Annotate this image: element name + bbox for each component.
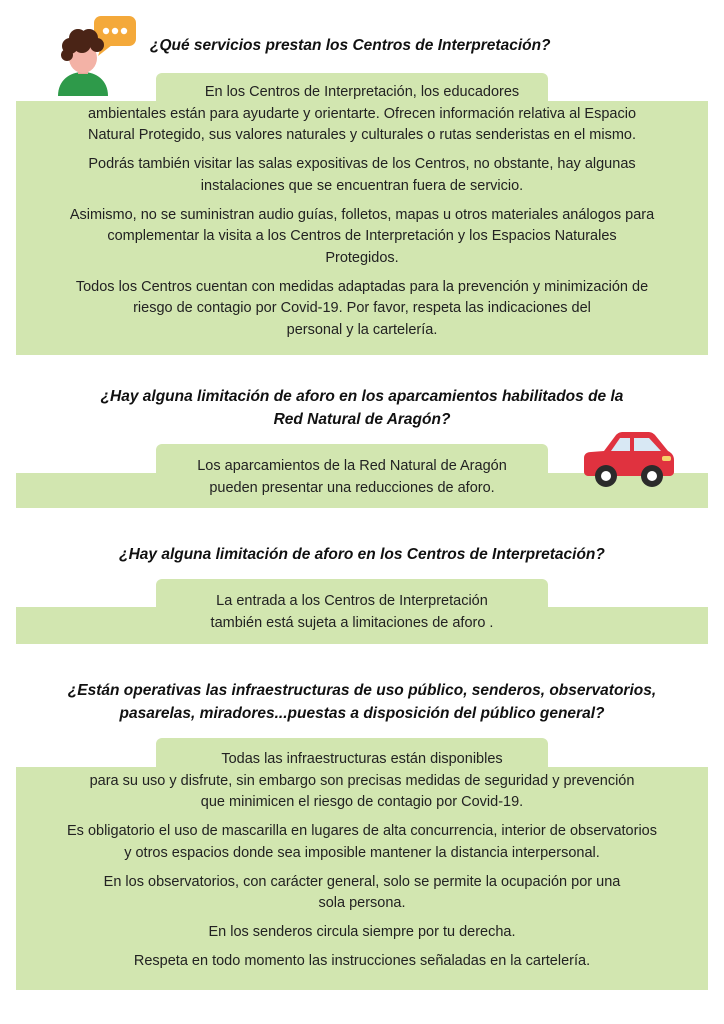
answer-text-3 [156, 591, 548, 634]
answer-1-p1-l1: En los Centros de Interpretación, los educadores [204, 84, 520, 100]
answer-4-p2-l2: y otros espacios donde sea imposible mantener la distancia interpersonal. [124, 844, 600, 861]
answer-3-l2: también está sujeta a limitaciones de aforo . [210, 614, 494, 631]
answer-4-p3-l1: En los observatorios, con carácter general, solo se permite la ocupación por una [103, 873, 621, 890]
answer-1-p3-l1: Asimismo, no se suministran audio guías, folletos, mapas u otros materiales análogos para [69, 206, 655, 223]
answer-1-p4-l1: Todos los Centros cuentan con medidas adaptadas para la prevención y minimización de [75, 278, 649, 295]
answer-4-p5-l1: Respeta en todo momento las instrucciones señaladas en la cartelería. [133, 953, 591, 969]
question-4-l2: pasarelas, miradores...puestas a disposición del público general? [119, 705, 605, 722]
answer-1-p3-l3: Protegidos. [325, 249, 399, 266]
answer-1-p4-l3: personal y la cartelería. [286, 321, 438, 338]
answer-text-4 [16, 749, 708, 973]
answer-1-p2-l1: Podrás también visitar las salas expositivas de los Centros, no obstante, hay algunas [88, 156, 636, 172]
question-3: ¿Hay alguna limitación de aforo en los Centros de Interpretación? [119, 546, 605, 563]
answer-4-p1-l3: que minimicen el riesgo de contagio por Covid-19. [200, 794, 524, 810]
answer-4-p1-l1: Todas las infraestructuras están disponibles [221, 751, 503, 767]
question-2-l1: ¿Hay alguna limitación de aforo en los aparcamientos habilitados de la [100, 388, 624, 405]
answer-4-p2-l1: Es obligatorio el uso de mascarilla en lugares de alta concurrencia, interior de observatorios [67, 823, 657, 839]
answer-2-l2: pueden presentar una reducciones de aforo. [209, 479, 495, 496]
answer-3-l1: La entrada a los Centros de Interpretación [216, 593, 488, 609]
answer-1-p2-l2: instalaciones que se encuentran fuera de servicio. [200, 177, 524, 194]
question-4-l1: ¿Están operativas las infraestructuras de uso público, senderos, observatorios, [67, 682, 657, 699]
answer-text-1 [16, 82, 708, 341]
answer-1-p1-l2: ambientales están para ayudarte y orientarte. Ofrecen información relativa al Espacio [87, 105, 637, 122]
answer-2-l1: Los aparcamientos de la Red Natural de Aragón [197, 458, 507, 474]
answer-4-p1-l2: para su uso y disfrute, sin embargo son precisas medidas de seguridad y prevención [89, 772, 635, 789]
answer-1-p1-l3: Natural Protegido, sus valores naturales y culturales o rutas senderistas en el mismo. [87, 127, 637, 143]
answer-1-p3-l2: complementar la visita a los Centros de Interpretación y los Espacios Naturales [107, 228, 617, 244]
answer-4-p4-l1: En los senderos circula siempre por tu derecha. [208, 924, 516, 940]
question-4 [0, 679, 724, 725]
question-2-l2: Red Natural de Aragón? [273, 411, 451, 428]
question-2 [0, 385, 724, 431]
answer-4-p3-l2: sola persona. [318, 895, 406, 911]
answer-text-2 [156, 456, 548, 499]
answer-1-p4-l2: riesgo de contagio por Covid-19. Por favor, respeta las indicaciones del [133, 300, 591, 316]
car-icon [578, 428, 678, 490]
question-1: ¿Qué servicios prestan los Centros de Interpretación? [150, 37, 551, 54]
